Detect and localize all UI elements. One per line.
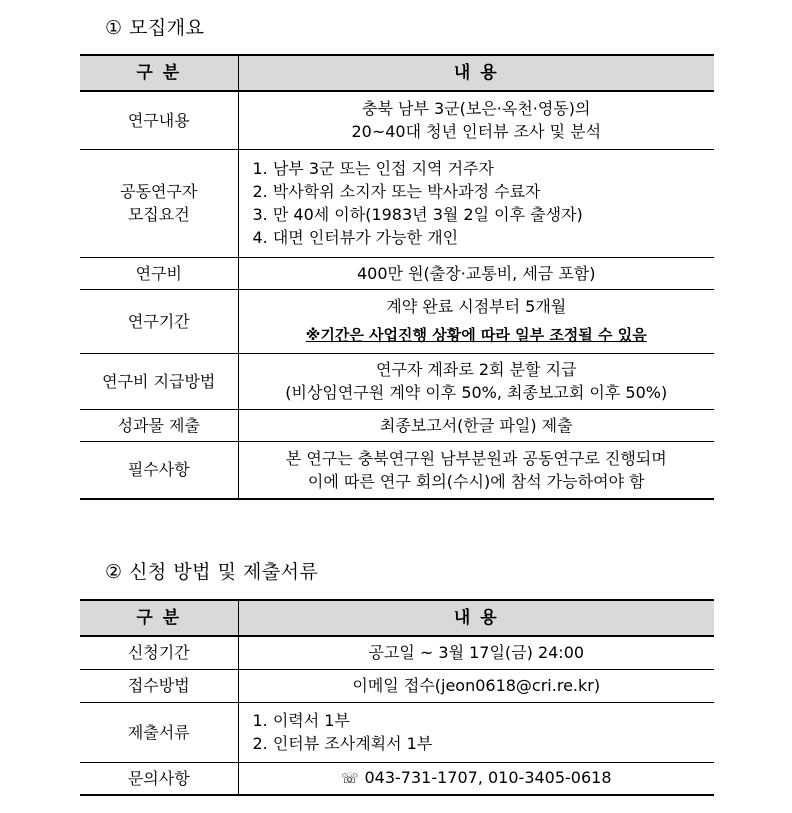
value-line: 2. 박사학위 소지자 또는 박사과정 수료자 — [252, 182, 541, 201]
row-key: 연구비 지급방법 — [80, 353, 238, 409]
row-value — [238, 149, 714, 257]
application-method-table — [80, 599, 714, 796]
row-value — [238, 669, 714, 702]
row-value — [238, 353, 714, 409]
row-value — [238, 289, 714, 353]
value-line: 최종보고서(한글 파일) 제출 — [379, 415, 573, 435]
section-1-title: ① 모집개요 — [105, 17, 205, 39]
table-row — [80, 149, 714, 257]
table-row — [80, 441, 714, 499]
row-value — [238, 409, 714, 441]
row-value — [238, 91, 714, 149]
table-row — [80, 353, 714, 409]
phone-icon: ☏ — [340, 770, 359, 787]
value-line: 1. 이력서 1부 — [252, 711, 350, 730]
row-key: 연구기간 — [80, 289, 238, 353]
table-row — [80, 762, 714, 795]
header-category: 구 분 — [80, 600, 238, 636]
table-row — [80, 669, 714, 702]
value-line: 2. 인터뷰 조사계획서 1부 — [252, 734, 433, 753]
row-value — [238, 702, 714, 762]
notice-text: ※기간은 사업진행 상황에 따라 일부 조정될 수 있음 — [305, 326, 647, 344]
value-line: 계약 완료 시점부터 5개월 — [386, 297, 567, 316]
row-value — [238, 762, 714, 795]
header-category: 구 분 — [80, 55, 238, 91]
row-key — [80, 149, 238, 257]
value-line: 400만 원(출장·교통비, 세금 포함) — [357, 263, 596, 283]
value-line: 4. 대면 인터뷰가 가능한 개인 — [252, 228, 459, 247]
section-2-title: ② 신청 방법 및 제출서류 — [105, 561, 319, 583]
table-header-row — [80, 600, 714, 636]
recruitment-overview-table — [80, 54, 714, 500]
header-content: 내 용 — [238, 55, 714, 91]
row-value — [238, 636, 714, 669]
value-line: (비상임연구원 계약 이후 50%, 최종보고회 이후 50%) — [285, 383, 668, 402]
table-row — [80, 636, 714, 669]
row-key: 문의사항 — [80, 762, 238, 795]
row-key: 연구내용 — [80, 91, 238, 149]
header-content: 내 용 — [238, 600, 714, 636]
row-key: 성과물 제출 — [80, 409, 238, 441]
row-value — [238, 441, 714, 499]
value-line: 1. 남부 3군 또는 인접 지역 거주자 — [252, 159, 494, 178]
row-key: 연구비 — [80, 257, 238, 289]
row-key: 필수사항 — [80, 441, 238, 499]
value-line: 연구자 계좌로 2회 분할 지급 — [375, 360, 577, 379]
table-row — [80, 409, 714, 441]
table-row — [80, 289, 714, 353]
row-key: 제출서류 — [80, 702, 238, 762]
value-line: 3. 만 40세 이하(1983년 3월 2일 이후 출생자) — [252, 205, 583, 224]
value-line: 충북 남부 3군(보은·옥천·영동)의 — [362, 99, 591, 119]
row-value — [238, 257, 714, 289]
value-line: 이메일 접수(jeon0618@cri.re.kr) — [352, 676, 601, 695]
row-key: 접수방법 — [80, 669, 238, 702]
row-key: 신청기간 — [80, 636, 238, 669]
value-line: 043-731-1707, 010-3405-0618 — [364, 767, 612, 787]
table-row — [80, 257, 714, 289]
table-row — [80, 702, 714, 762]
table-header-row — [80, 55, 714, 91]
key-line: 모집요건 — [127, 205, 190, 224]
value-line: 이에 따른 연구 회의(수시)에 참석 가능하여야 함 — [307, 471, 645, 491]
table-row — [80, 91, 714, 149]
value-line: 20~40대 청년 인터뷰 조사 및 분석 — [351, 122, 602, 142]
value-line: 공고일 ~ 3월 17일(금) 24:00 — [368, 643, 585, 663]
value-line: 본 연구는 충북연구원 남부분원과 공동연구로 진행되며 — [285, 448, 667, 468]
key-line: 공동연구자 — [120, 182, 198, 201]
